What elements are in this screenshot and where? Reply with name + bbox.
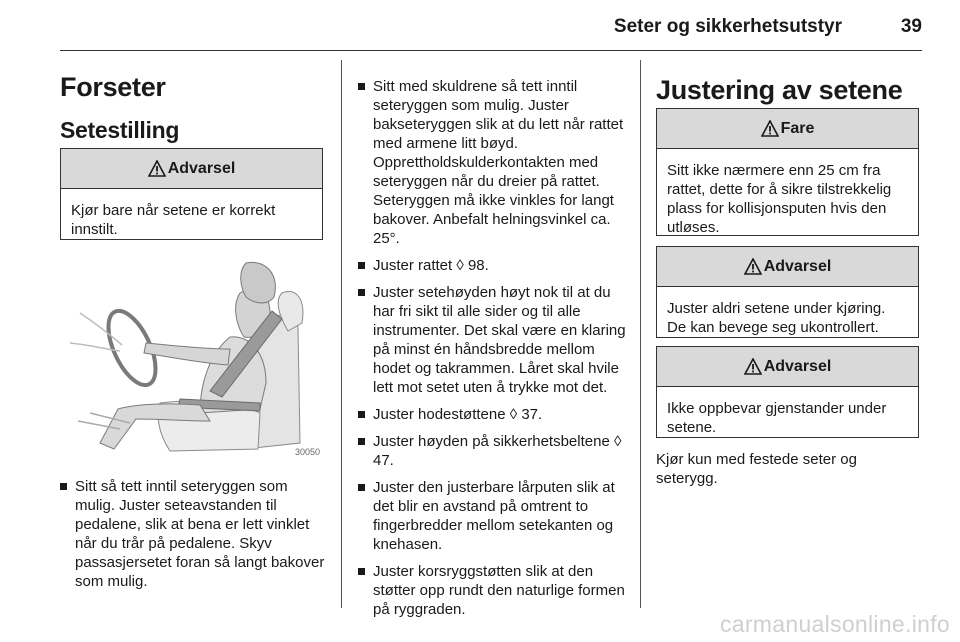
danger-box-header <box>657 109 918 149</box>
danger-text: Sitt ikke nærmere enn 25 cm fra rattet, dette for å sikre tilstrekkelig plass for kollisjonsputen hvis den utløses. <box>667 162 892 236</box>
warning-box-header <box>657 247 918 287</box>
list-item: Juster rattet ◊ 98. <box>358 256 630 275</box>
column-divider-2 <box>640 60 641 608</box>
list-item: Sitt med skuldrene så tett inntil seteryggen som mulig. Juster bakseteryggen slik at du lett når rattet med armene litt bøyd. Opprettholdskulderkontakten med seteryggen når du dreier på rattet. Seteryggen må ikke vinkles for langt bakover. Anbefalt helningsvinkel ca. 25°. <box>358 77 630 248</box>
driver-seat-illustration <box>60 253 324 463</box>
middle-bullet-list <box>358 77 630 627</box>
list-item: Juster setehøyden høyt nok til at du har fri sikt til alle sider og til alle instrumenter. Det skal være en klaring på minst én håndsbredde mellom hodet og takrammen. Låret skal hvile lett mot setet uten å trykke mot det. <box>358 283 630 397</box>
danger-box <box>656 108 919 236</box>
warning-title: Advarsel <box>763 257 832 275</box>
list-item: Juster hodestøttene ◊ 37. <box>358 405 630 424</box>
list-item: Juster høyden på sikkerhetsbeltene ◊ 47. <box>358 432 630 470</box>
left-bullet-list <box>60 477 328 599</box>
warning-box-header <box>61 149 322 189</box>
seat-illustration <box>60 253 324 463</box>
warning-triangle-icon <box>744 258 762 275</box>
danger-title: Fare <box>780 119 815 137</box>
warning-triangle-icon <box>148 160 166 177</box>
running-header-title: Seter og sikkerhetsutstyr <box>613 16 842 37</box>
subsection-heading: Setestilling <box>60 117 180 143</box>
list-item: Juster korsryggstøtten slik at den støtter opp rundt den naturlige formen på ryggraden. <box>358 562 630 619</box>
warning-text: Kjør bare når setene er korrekt innstilt. <box>71 202 276 238</box>
list-item: Sitt så tett inntil seteryggen som mulig. Juster seteavstanden til pedalene, slik at bena er lett vinklet når du trår på pedalene. Skyv passasjersetet foran så langt bakover som mulig. <box>60 477 328 591</box>
warning-text: Juster aldri setene under kjøring. De kan bevege seg ukontrollert. <box>667 300 886 336</box>
section-heading-adjust: Justering av setene <box>656 75 903 105</box>
warning-title: Advarsel <box>763 357 832 375</box>
warning-title: Advarsel <box>167 159 236 177</box>
warning-triangle-icon <box>761 120 779 137</box>
page-number: 39 <box>900 16 922 37</box>
warning-text: Ikke oppbevar gjenstander under setene. <box>667 400 887 436</box>
figure-number: 30050 <box>294 447 320 457</box>
section-heading: Forseter <box>60 72 166 102</box>
watermark-text: carmanualsonline.info <box>719 611 950 637</box>
warning-box-storage <box>656 346 919 438</box>
column-divider-1 <box>341 60 342 608</box>
header-rule <box>60 50 922 51</box>
warning-triangle-icon <box>744 358 762 375</box>
warning-box-driving <box>656 246 919 338</box>
warning-box-seat-position <box>60 148 323 240</box>
closing-paragraph: Kjør kun med festede seter og seterygg. <box>656 451 857 487</box>
list-item: Juster den justerbare lårputen slik at det blir en avstand på omtrent to fingerbredder mellom setekanten og knehasen. <box>358 478 630 554</box>
warning-box-header <box>657 347 918 387</box>
